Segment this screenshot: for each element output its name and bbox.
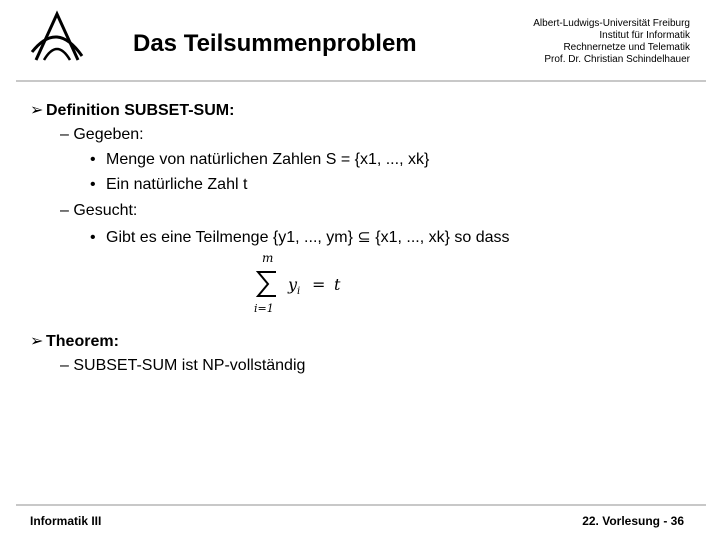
given-item-text: Menge von natürlichen Zahlen S = {x1, ..., xk} (106, 151, 430, 168)
definition-heading (30, 100, 234, 120)
svg-text:i=1: i=1 (254, 302, 274, 315)
given-item (90, 176, 247, 194)
footer-divider (16, 504, 706, 506)
arrow-bullet-icon: ➢ (30, 333, 44, 350)
institution-line: Prof. Dr. Christian Schindelhauer (544, 54, 690, 65)
definition-heading-text: Definition SUBSET-SUM: (46, 102, 235, 119)
svg-text:i: i (297, 286, 301, 297)
theorem-heading-text: Theorem: (46, 333, 119, 350)
svg-text:t: t (334, 275, 341, 294)
bullet-icon: • (90, 229, 96, 246)
bullet-icon: • (90, 151, 96, 168)
institution-info (450, 18, 690, 66)
svg-text:=: = (312, 275, 326, 294)
given-item-text: Ein natürliche Zahl t (106, 176, 248, 193)
given-item (90, 151, 429, 169)
university-logo (26, 8, 88, 68)
sum-formula (252, 250, 352, 318)
footer-course: Informatik III (30, 514, 102, 528)
sought-item-text: Gibt es eine Teilmenge {y1, ..., ym} ⊆ {x1, ..., xk} so dass (106, 229, 510, 246)
footer-page-number: 22. Vorlesung - 36 (582, 514, 684, 528)
institution-line: Albert-Ludwigs-Universität Freiburg (533, 18, 690, 29)
sought-item (90, 227, 510, 247)
svg-text:y: y (288, 275, 298, 294)
header-divider (16, 80, 706, 82)
sought-label: – Gesucht: (60, 202, 138, 219)
svg-text:m: m (262, 251, 274, 265)
theorem-item: – SUBSET-SUM ist NP-vollständig (60, 357, 306, 374)
theorem-heading (30, 331, 119, 351)
arrow-bullet-icon: ➢ (30, 102, 44, 119)
institution-line: Institut für Informatik (599, 30, 690, 41)
institution-line: Rechnernetze und Telematik (563, 42, 690, 53)
bullet-icon: • (90, 176, 96, 193)
page-title: Das Teilsummenproblem (133, 30, 417, 57)
given-label: – Gegeben: (60, 126, 144, 143)
